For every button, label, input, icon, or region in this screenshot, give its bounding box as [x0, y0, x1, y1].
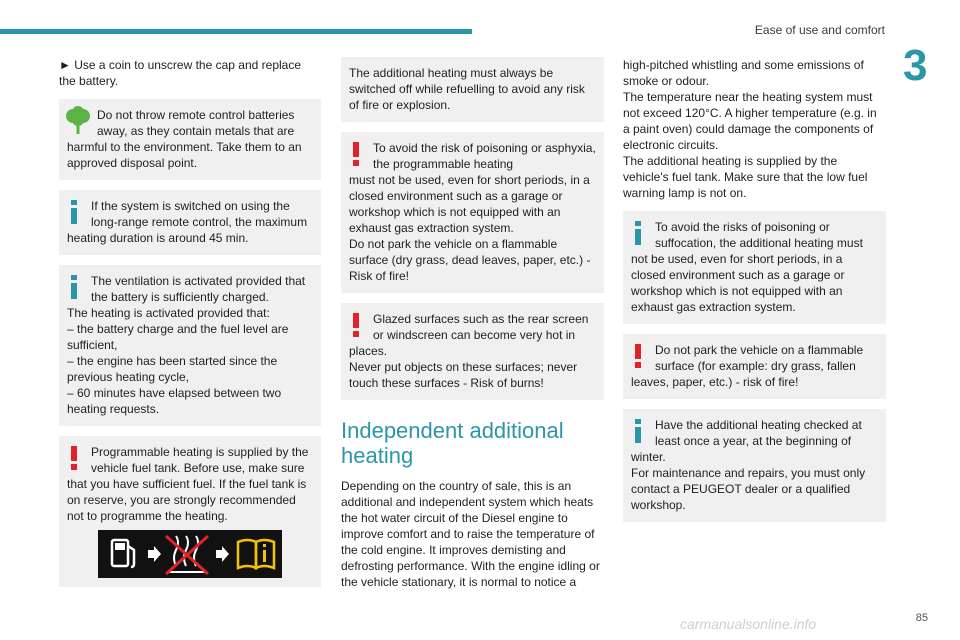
watermark: carmanualsonline.info [680, 616, 817, 632]
warning-box-line: must not be used, even for short periods, in a closed environment such as a garage or workshop which is not equipped with an exhaust gas extraction system. [349, 173, 590, 235]
body-paragraph: Depending on the country of sale, this is an additional and independent system which heats the hot water circuit of the Diesel engine to improve comfort and to raise the temperature of the cold engine. It improves demisting and defrosting performance. With the engine idling or the vehicle stationary, it is normal to notice a [341, 479, 600, 589]
column-2 [341, 57, 604, 600]
section-heading: Independent additional heating [341, 418, 564, 468]
info-box-first: Have the additional heating checked at least once a year, at the beginning of [655, 418, 862, 448]
info-icon [631, 419, 645, 443]
body-line: The additional heating is supplied by the vehicle's fuel tank. Make sure that the low fuel warning lamp is not on. [623, 154, 868, 200]
warning-box-rest: leaves, paper, etc.) - risk of fire! [631, 375, 799, 389]
step-instruction: ► Use a coin to unscrew the cap and replace the battery. [59, 58, 302, 88]
warning-box-first: Programmable heating is supplied by the vehicle fuel tank. Before use, make sure [91, 445, 309, 475]
info-box-first: If the system is switched on using the long-range remote control, the maximum [91, 199, 308, 229]
column-3 [623, 57, 886, 532]
info-box-line: winter. [631, 450, 666, 464]
warning-lamp-strip [98, 530, 282, 578]
fuel-pump-icon [112, 540, 134, 567]
eco-note-first: Do not throw remote control batteries away, as they contain metals that are [97, 108, 295, 138]
arrow-icon [216, 546, 229, 562]
warning-box-glazed [341, 303, 604, 400]
warning-box-poisoning [341, 132, 604, 293]
info-icon [67, 200, 81, 224]
chapter-number: 3 [903, 41, 928, 90]
info-box-maintenance [623, 409, 886, 522]
body-paragraphs [623, 57, 886, 201]
warning-box-rest: that you have sufficient fuel. If the fuel tank is on reserve, you are strongly recommended not to programme the heating. [67, 477, 307, 523]
warning-icon [631, 344, 645, 368]
warning-box-line: places. [349, 344, 388, 358]
info-box-line: – the battery charge and the fuel level are sufficient, [67, 322, 289, 352]
warning-icon [67, 446, 81, 470]
warning-box-first: Do not park the vehicle on a flammable surface (for example: dry grass, fallen [655, 343, 864, 373]
eco-note-box [59, 99, 321, 180]
page-number: 85 [915, 612, 928, 624]
warning-box-fuel [59, 436, 321, 587]
warning-box-park [623, 334, 886, 399]
manual-info-icon [238, 540, 274, 568]
info-icon [631, 221, 645, 245]
info-box-remote [59, 190, 321, 255]
warning-box-first: To avoid the risk of poisoning or asphyxia, the programmable heating [373, 141, 596, 171]
warning-icon [349, 142, 363, 166]
warning-box-line: Never put objects on these surfaces; never touch these surfaces - Risk of burns! [349, 360, 578, 390]
info-box-first: The ventilation is activated provided that the battery is sufficiently charged. [91, 274, 306, 304]
note-box-refuelling [341, 57, 604, 122]
section-title: Ease of use and comfort [754, 23, 885, 37]
info-box-suffocation [623, 211, 886, 324]
info-box-first: To avoid the risks of poisoning or suffocation, the additional heating must [655, 220, 863, 250]
info-box-rest: not be used, even for short periods, in a closed environment such as a garage or workshop which is not equipped with an exhaust gas extraction system. [631, 252, 845, 314]
info-box-rest: heating duration is around 45 min. [67, 231, 249, 245]
info-box-line: The heating is activated provided that: [67, 306, 270, 320]
header-accent-bar [0, 29, 472, 34]
warning-box-line: Do not park the vehicle on a flammable surface (dry grass, dead leaves, paper, etc.) - Risk of fire! [349, 237, 591, 283]
eco-note-rest: harmful to the environment. Take them to an approved disposal point. [67, 140, 302, 170]
column-1 [59, 57, 321, 597]
info-box-line: – the engine has been started since the previous heating cycle, [67, 354, 278, 384]
info-box-ventilation [59, 265, 321, 426]
tree-eco-icon [65, 106, 91, 134]
arrow-icon [148, 546, 161, 562]
heating-crossed-icon [166, 536, 208, 574]
warning-box-first: Glazed surfaces such as the rear screen or windscreen can become very hot in [373, 312, 589, 342]
body-line: The temperature near the heating system must not exceed 120°C. A higher temperature (e.g. in a paint oven) could damage the components of electronic circuits. [623, 90, 877, 152]
body-line: high-pitched whistling and some emissions of smoke or odour. [623, 58, 864, 88]
note-box-text: The additional heating must always be switched off while refuelling to avoid any risk of fire or explosion. [349, 66, 585, 112]
info-box-line: For maintenance and repairs, you must only contact a PEUGEOT dealer or a qualified workshop. [631, 466, 866, 512]
info-box-line: – 60 minutes have elapsed between two heating requests. [67, 386, 282, 416]
warning-icon [349, 313, 363, 337]
info-icon [67, 275, 81, 299]
